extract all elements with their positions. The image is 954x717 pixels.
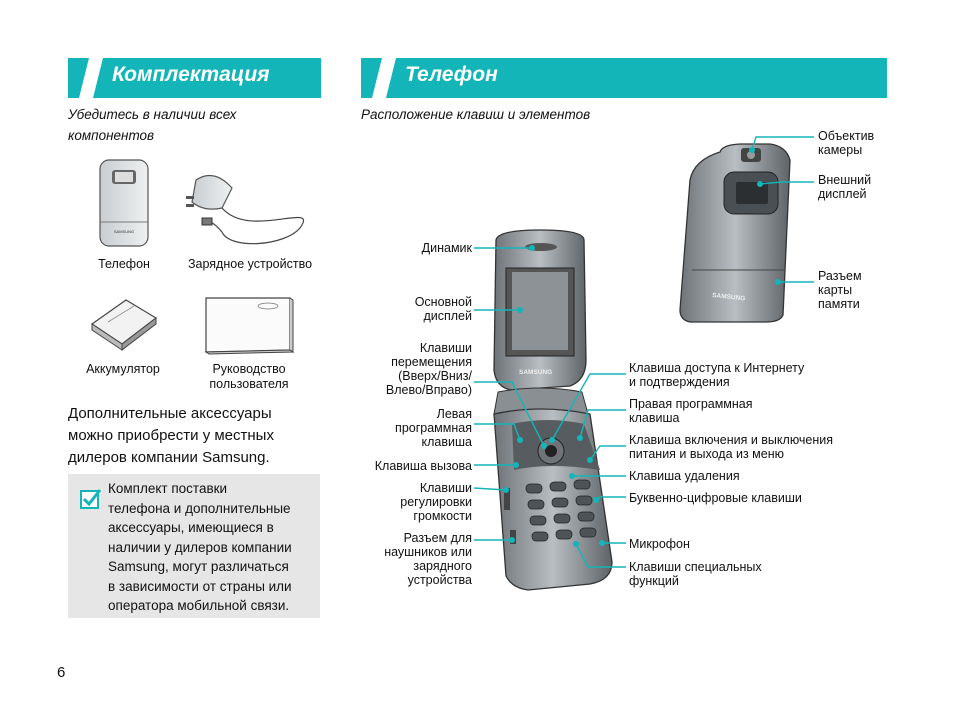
label-line: (Вверх/Вниз/ [398, 369, 472, 383]
label-line: Клавиша включения и выключения [629, 433, 834, 447]
label-line: клавиша [421, 435, 472, 449]
label-line: Клавиша удаления [629, 469, 740, 483]
label-speaker [360, 241, 472, 255]
paragraph-line: Дополнительные аксессуары [68, 405, 272, 422]
label-left-soft-key [360, 407, 472, 449]
label-line: Влево/Вправо) [385, 383, 472, 397]
checkbox-icon [80, 488, 102, 510]
item-caption-charger [176, 257, 324, 272]
phone-thumbnail [100, 160, 148, 246]
label-headset-jack [360, 531, 472, 587]
label-line: Динамик [421, 241, 472, 255]
label-call-key [350, 459, 472, 473]
brand-mark: SAMSUNG [113, 229, 135, 234]
note-line: Комплект поставки [108, 481, 228, 496]
brand-mark: SAMSUNG [711, 292, 746, 303]
label-line: камеры [818, 143, 863, 157]
section-title: Телефон [405, 63, 498, 86]
closed-phone-illustration [680, 144, 790, 322]
label-microphone [629, 537, 690, 551]
label-line: регулировки [400, 495, 472, 509]
note-line: аксессуары, имеющиеся в [108, 520, 274, 535]
label-line: Клавиши [419, 481, 472, 495]
label-line: Правая программная [629, 397, 753, 411]
note-text [108, 479, 316, 616]
label-internet-key [629, 361, 804, 389]
note-line: телефона и дополнительные [108, 500, 291, 516]
label-line: программная [395, 421, 472, 435]
paragraph-line: можно приобрести у местных [68, 427, 274, 444]
battery-thumbnail [92, 300, 156, 350]
label-line: наушников или [384, 545, 472, 559]
label-line: Левая [436, 407, 472, 421]
label-line: клавиша [629, 411, 680, 425]
label-line: Буквенно-цифровые клавиши [629, 491, 802, 505]
label-line: Клавиша вызова [374, 459, 472, 473]
caption-line: Зарядное устройство [187, 257, 313, 271]
label-right-soft-key [629, 397, 753, 425]
label-main-display [360, 295, 472, 323]
label-external-display [818, 173, 871, 201]
subtitle-line: Убедитесь в наличии всех [68, 107, 237, 122]
label-line: перемещения [391, 355, 472, 369]
label-line: Основной [414, 295, 472, 309]
note-line: Samsung, могут различаться [108, 559, 289, 574]
note-line: оператора мобильной связи. [108, 598, 290, 613]
label-line: громкости [413, 509, 472, 523]
label-line: функций [629, 574, 679, 588]
label-line: Объектив [818, 129, 875, 143]
label-line: Разъем [818, 269, 862, 283]
label-nav-keys [360, 341, 472, 397]
label-alnum-keys [629, 491, 802, 505]
caption-line: Руководство [212, 362, 286, 376]
label-line: Клавиши специальных [629, 560, 762, 574]
paragraph-line: дилеров компании Samsung. [68, 449, 270, 466]
section-title: Комплектация [112, 63, 270, 86]
note-line: наличии у дилеров компании [108, 539, 292, 555]
caption-line: Телефон [98, 257, 150, 271]
accessories-paragraph [68, 403, 318, 469]
label-line: зарядного [413, 559, 472, 573]
label-line: и подтверждения [629, 375, 730, 389]
note-box [68, 474, 320, 618]
caption-line: пользователя [209, 377, 289, 391]
label-line: карты [818, 283, 853, 297]
label-special-keys [629, 560, 762, 588]
page-number: 6 [57, 664, 66, 681]
label-line: Разъем для [403, 531, 472, 545]
note-line: в зависимости от страны или [108, 578, 292, 594]
label-line: Клавиши [419, 341, 472, 355]
label-line: Внешний [818, 173, 872, 187]
label-camera-lens [818, 129, 874, 157]
label-memory-card-slot [818, 269, 862, 311]
label-power-key [629, 433, 833, 461]
brand-mark: SAMSUNG [519, 369, 553, 376]
caption-line: Аккумулятор [86, 362, 160, 376]
label-line: питания и выхода из меню [629, 447, 785, 461]
label-line: дисплей [818, 187, 867, 201]
item-caption-phone [82, 257, 166, 272]
item-caption-battery [74, 362, 172, 377]
label-line: устройства [407, 573, 472, 587]
label-line: памяти [818, 297, 860, 311]
item-caption-manual [196, 362, 302, 392]
label-line: дисплей [423, 309, 472, 323]
phone-subtitle: Расположение клавиш и элементов [361, 107, 591, 122]
label-volume-keys [360, 481, 472, 523]
manual-thumbnail [206, 298, 293, 354]
subtitle-line: компонентов [68, 128, 155, 143]
charger-thumbnail [186, 176, 304, 244]
label-line: Микрофон [629, 537, 690, 551]
label-clear-key [629, 469, 740, 483]
label-line: Клавиша доступа к Интернету [629, 361, 805, 375]
